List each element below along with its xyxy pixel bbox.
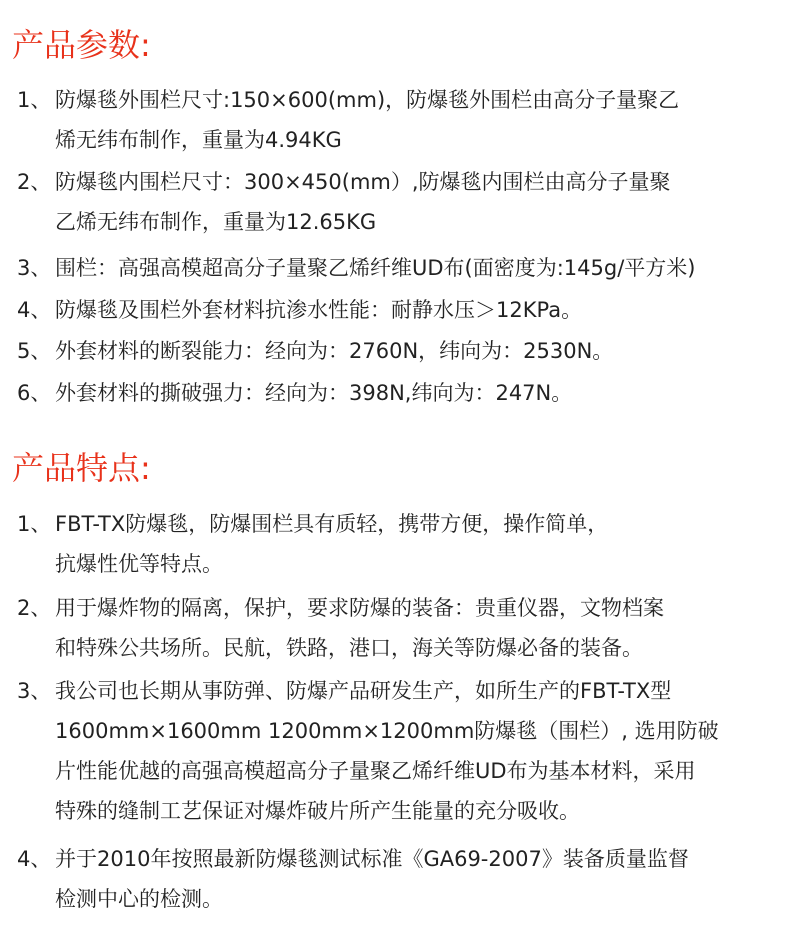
features-title: 产品特点: bbox=[12, 449, 151, 487]
feature-item-2-line-2: 和特殊公共场所。民航，铁路，港口，海关等防爆必备的装备。 bbox=[55, 636, 643, 660]
param-item-2-number: 2、 bbox=[17, 170, 52, 194]
param-item-4 bbox=[17, 290, 787, 330]
feature-item-4-line-2: 检测中心的检测。 bbox=[55, 887, 223, 911]
feature-item-3-line-3: 片性能优越的高强高模超高分子量聚乙烯纤维UD布为基本材料，采用 bbox=[55, 759, 696, 783]
feature-item-4-line-1: 并于2010年按照最新防爆毯测试标准《GA69-2007》装备质量监督 bbox=[55, 847, 689, 871]
param-item-3-number: 3、 bbox=[17, 256, 52, 280]
param-item-6-number: 6、 bbox=[17, 381, 52, 405]
param-item-4-number: 4、 bbox=[17, 298, 52, 322]
feature-item-2-number: 2、 bbox=[17, 596, 52, 620]
param-item-2-line-1: 防爆毯内围栏尺寸：300×450(mm）,防爆毯内围栏由高分子量聚 bbox=[55, 170, 671, 194]
feature-item-3 bbox=[17, 671, 787, 831]
param-item-1 bbox=[17, 80, 787, 160]
param-item-2-line-2: 乙烯无纬布制作，重量为12.65KG bbox=[55, 210, 377, 234]
param-item-2 bbox=[17, 162, 787, 242]
param-item-5 bbox=[17, 331, 787, 371]
feature-item-3-line-4: 特殊的缝制工艺保证对爆炸破片所产生能量的充分吸收。 bbox=[55, 799, 580, 823]
param-item-1-line-1: 防爆毯外围栏尺寸:150×600(mm)，防爆毯外围栏由高分子量聚乙 bbox=[55, 88, 680, 112]
param-item-5-number: 5、 bbox=[17, 339, 52, 363]
param-item-6 bbox=[17, 373, 787, 413]
params-title: 产品参数: bbox=[12, 26, 151, 64]
feature-item-2-line-1: 用于爆炸物的隔离，保护，要求防爆的装备：贵重仪器，文物档案 bbox=[55, 596, 664, 620]
feature-item-3-number: 3、 bbox=[17, 679, 52, 703]
feature-item-1-line-2: 抗爆性优等特点。 bbox=[55, 552, 223, 576]
param-item-5-line-1: 外套材料的断裂能力：经向为：2760N，纬向为：2530N。 bbox=[55, 339, 614, 363]
feature-item-4-number: 4、 bbox=[17, 847, 52, 871]
param-item-4-line-1: 防爆毯及围栏外套材料抗渗水性能：耐静水压＞12KPa。 bbox=[55, 298, 583, 322]
param-item-1-line-2: 烯无纬布制作，重量为4.94KG bbox=[55, 128, 342, 152]
feature-item-1 bbox=[17, 504, 787, 584]
feature-item-3-line-1: 我公司也长期从事防弹、防爆产品研发生产，如所生产的FBT-TX型 bbox=[55, 679, 672, 703]
feature-item-2 bbox=[17, 588, 787, 668]
feature-item-1-line-1: FBT-TX防爆毯，防爆围栏具有质轻，携带方便，操作简单， bbox=[55, 512, 609, 536]
feature-item-1-number: 1、 bbox=[17, 512, 52, 536]
param-item-3 bbox=[17, 248, 787, 288]
param-item-1-number: 1、 bbox=[17, 88, 52, 112]
param-item-3-line-1: 围栏：高强高模超高分子量聚乙烯纤维UD布(面密度为:145g/平方米) bbox=[55, 256, 696, 280]
param-item-6-line-1: 外套材料的撕破强力：经向为：398N,纬向为：247N。 bbox=[55, 381, 573, 405]
feature-item-3-line-2: 1600mm×1600mm 1200mm×1200mm防爆毯（围栏）, 选用防破 bbox=[55, 719, 719, 743]
feature-item-4 bbox=[17, 839, 787, 919]
